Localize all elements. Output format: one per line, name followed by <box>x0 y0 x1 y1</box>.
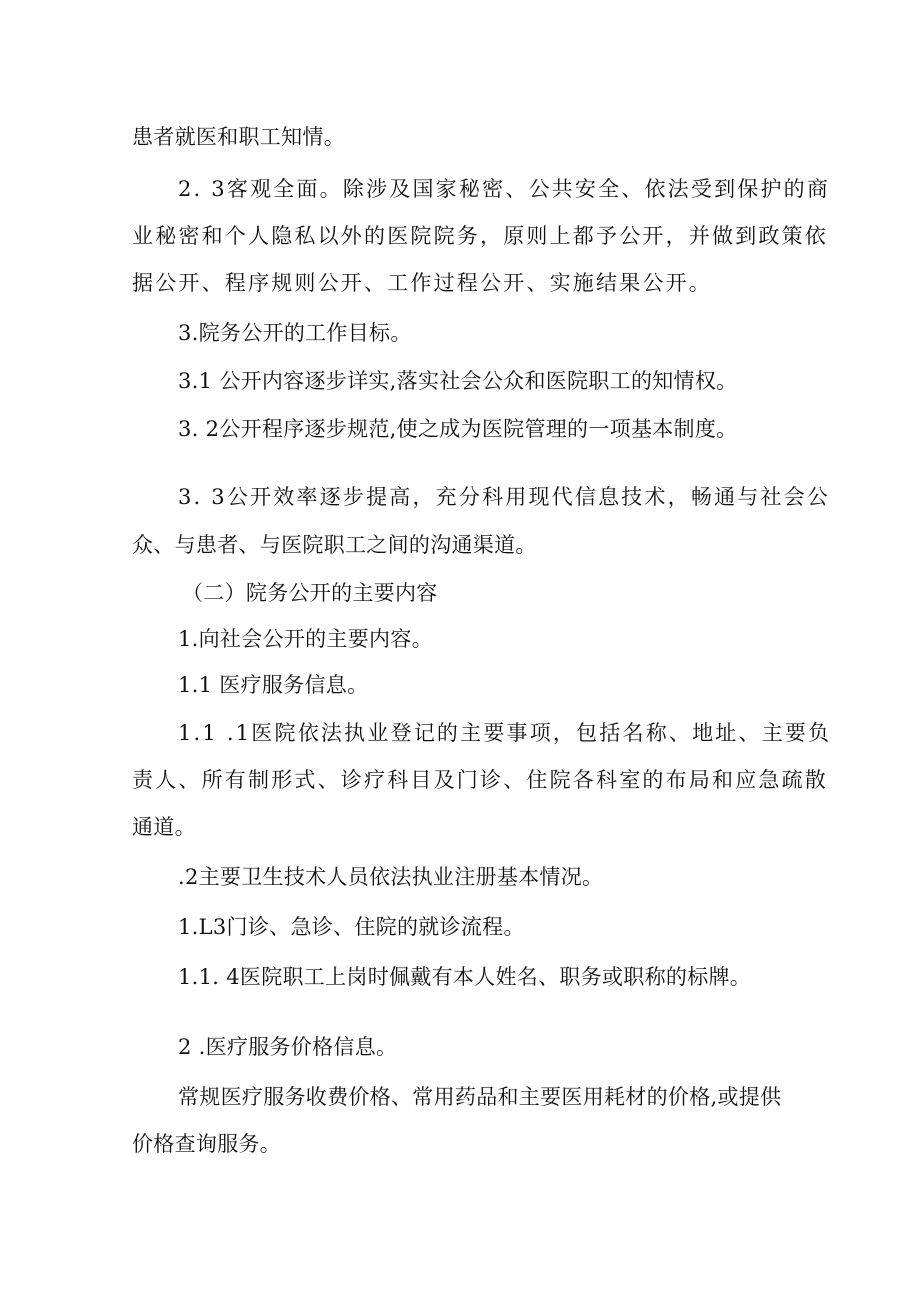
section-heading: 2 .医疗服务价格信息。 <box>178 1035 398 1059</box>
paragraph-line: 常规医疗服务收费价格、常用药品和主要医用耗材的价格,或提供 <box>178 1085 782 1109</box>
paragraph-line: 3. 3公开效率逐步提高，充分科用现代信息技术，畅通与社会公 <box>178 485 831 509</box>
paragraph-line: 2. 3客观全面。除涉及国家秘密、公共安全、依法受到保护的商 <box>178 177 831 201</box>
paragraph-line: 1.L3门诊、急诊、住院的就诊流程。 <box>178 915 525 939</box>
paragraph-line: 责人、所有制形式、诊疗科目及门诊、住院各科室的布局和应急疏散 <box>132 768 828 792</box>
section-heading: 1.1 医疗服务信息。 <box>178 673 369 697</box>
paragraph-line: 1.1 .1医院依法执业登记的主要事项，包括名称、地址、主要负 <box>178 721 832 745</box>
section-heading: 1.向社会公开的主要内容。 <box>178 627 433 651</box>
paragraph-line: 患者就医和职工知情。 <box>132 125 345 149</box>
paragraph-line: 通道。 <box>132 815 196 839</box>
paragraph-line: 业秘密和个人隐私以外的医院院务，原则上都予公开，并做到政策依 <box>132 224 828 248</box>
paragraph-line: 据公开、程序规则公开、工作过程公开、实施结果公开。 <box>132 271 712 295</box>
paragraph-line: 3.1 公开内容逐步详实,落实社会公众和医院职工的知情权。 <box>178 369 738 393</box>
paragraph-line: 1.1. 4医院职工上岗时佩戴有本人姓名、职务或职称的标牌。 <box>178 965 752 989</box>
section-heading: 3.院务公开的工作目标。 <box>178 321 412 345</box>
section-heading: （二）院务公开的主要内容 <box>182 581 438 605</box>
paragraph-line: 价格查询服务。 <box>132 1132 282 1156</box>
paragraph-line: 众、与患者、与医院职工之间的沟通渠道。 <box>132 533 537 557</box>
paragraph-line: .2主要卫生技术人员依法执业注册基本情况。 <box>178 865 604 889</box>
paragraph-line: 3. 2公开程序逐步规范,使之成为医院管理的一项基本制度。 <box>178 417 738 441</box>
